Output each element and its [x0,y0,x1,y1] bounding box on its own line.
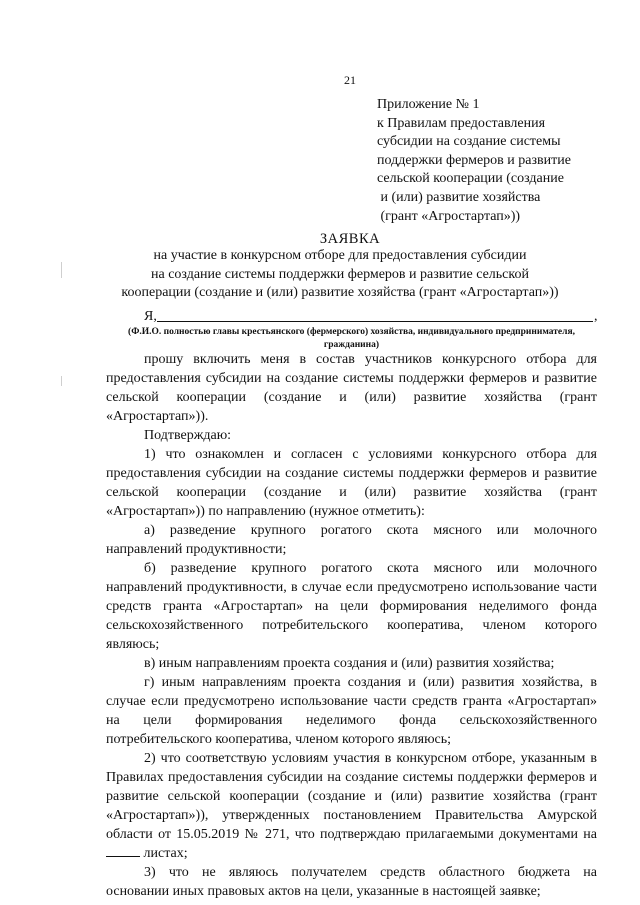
document-subtitle [100,247,580,303]
request-line: предоставления субсидии на создание системы поддержки фермеров и развитие [106,371,597,386]
annex-line: субсидии на создание системы [377,134,561,150]
item2-tail-line [106,844,597,863]
confirm-heading: Подтверждаю: [144,428,232,443]
request-line: «Агростартап»)). [106,409,209,424]
item-b-line: направлений продуктивности, в случае если предусмотрено использование части [106,580,597,595]
item-v-line: в) иным направлениям проекта создания и (или) развития хозяйства; [144,656,555,671]
caption-line: (Ф.И.О. полностью главы крестьянского (фермерского) хозяйства, индивидуального предпринимателя, [128,327,575,337]
subtitle-line: на создание системы поддержки фермеров и развитие сельской [151,266,529,282]
item2-line: области от 15.05.2019 № 271, что подтверждаю прилагаемыми документами на [106,827,597,842]
annex-line: Приложение № 1 [377,97,480,112]
item3-line: основании иных правовых актов на цели, указанные в настоящей заявке; [106,884,541,899]
subtitle-line: на участие в конкурсном отборе для предоставления субсидии [153,248,527,263]
document-title: ЗАЯВКА [319,231,381,247]
item2-line: развитие сельской кооперации (создание и (или) развитие хозяйства (грант [106,789,597,804]
item-b-line: средств гранта «Агростартап» на цели формирования неделимого фонда [106,599,597,614]
item-b-line: б) разведение крупного рогатого скота мясного или молочного [144,561,597,576]
item-g-line: г) иным направлениям проекта создания и (или) развития хозяйства, в [144,675,597,690]
annex-line: и (или) развитие хозяйства [377,189,541,205]
item2-line: «Агростартап»)), утвержденных постановлением Правительства Амурской [106,808,597,823]
item2-line: Правилах предоставления субсидии на создание системы поддержки фермеров и [106,770,597,785]
item3-line: 3) что не являюсь получателем средств областного бюджета на [144,865,597,880]
annex-line: к Правилам предоставления [377,115,546,131]
item-g-line: потребительского кооператива, членом которого являюсь; [106,732,452,747]
item-a-line: направлений продуктивности; [106,542,287,557]
scan-mark [61,262,62,278]
item-a-line: а) разведение крупного рогатого скота мясного или молочного [144,523,597,538]
request-line: сельской кооперации (создание и (или) развитие хозяйства (грант [106,390,597,405]
body-text [106,350,597,901]
applicant-name-field[interactable] [157,321,593,322]
item1-line: сельской кооперации (создание и (или) развитие хозяйства (грант [106,485,597,500]
item-g-line: случае если предусмотрено использование части средств гранта «Агростартап» [106,694,597,709]
item2-tail: листах; [143,846,188,861]
annex-line: сельской кооперации (создание [377,171,564,187]
request-line: прошу включить меня в состав участников конкурсного отбора для [144,352,597,367]
annex-line: поддержки фермеров и развитие [377,152,571,168]
annex-line: (грант «Агростартап»)) [377,208,521,224]
sheets-count-field[interactable] [106,845,140,857]
item1-line: предоставления субсидии на создание системы поддержки фермеров и развитие [106,466,597,481]
applicant-prefix: Я, [144,309,157,324]
annex-block [377,96,627,226]
item1-line: 1) что ознакомлен и согласен с условиями конкурсного отбора для [144,447,597,462]
item2-line: 2) что соответствую условиям участия в конкурсном отборе, указанным в [144,751,597,766]
applicant-comma: , [594,309,598,324]
applicant-caption [106,326,597,351]
caption-line: гражданина) [323,339,380,350]
subtitle-line: кооперации (создание и (или) развитие хозяйства (грант «Агростартап»)) [121,285,559,300]
item-b-line: являюсь; [106,637,160,652]
page-number: 21 [344,73,356,87]
item-g-line: на цели формирования неделимого фонда сельскохозяйственного [106,713,597,728]
item-b-line: сельскохозяйственного потребительского кооператива, членом которого [106,618,597,633]
item1-line: «Агростартап»)) по направлению (нужное отметить): [106,504,425,519]
scan-mark [61,376,62,386]
